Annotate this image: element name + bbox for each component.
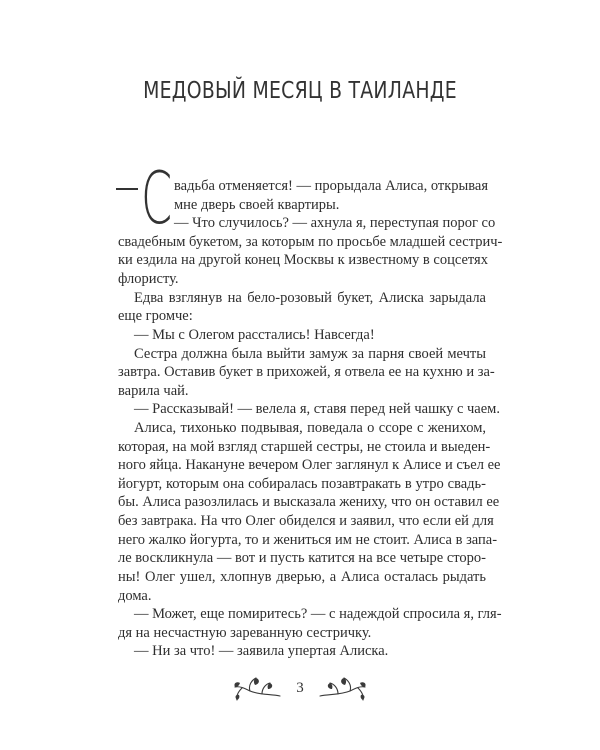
text-line: Алиса, тихонько подвывая, поведала о ссоре с женихом, [134,420,486,436]
text-line: — Что случилось? — ахнула я, переступая порог со [174,215,496,231]
chapter-title: МЕДОВЫЙ МЕСЯЦ В ТАИЛАНДЕ [143,78,457,104]
text-line: Едва взглянув на бело-розовый букет, Алиска зарыдала [134,290,486,306]
text-line: — Мы с Олегом расстались! Навсегда! [134,327,375,343]
text-line: свадебным букетом, за которым по просьбе младшей сестрич- [118,234,503,250]
dropcap-letter: С [141,156,173,240]
text-line: без завтрака. На что Олег обиделся и заявил, что если ей для [118,513,494,529]
text-line: мне дверь своей квартиры. [174,197,340,213]
text-line: — Рассказывай! — велела я, ставя перед ней чашку с чаем. [134,401,500,417]
text-line: ле воскликнула — вот и пусть катится на все четыре сторо- [118,550,486,566]
page-footer [0,676,600,706]
text-line: ки ездила на другой конец Москвы к известному в соцсетях [118,252,488,268]
text-line: ны! Олег ушел, хлопнув дверью, а Алиса осталась рыдать [118,569,486,585]
text-line: него жалко йогурта, то и жениться им не стоит. Алиса в запа- [118,532,498,548]
text-line: ного яйца. Накануне вечером Олег заглянул к Алисе и съел ее [118,457,501,473]
text-line: — Может, еще помиритесь? — с надеждой спросила я, гля- [134,606,502,622]
text-line: вадьба отменяется! — прорыдала Алиса, открывая [174,178,489,194]
text-line: флористу. [118,271,179,287]
text-line: дома. [118,588,152,604]
text-line: еще громче: [118,308,193,324]
text-line: — Ни за что! — заявила упертая Алиска. [134,643,389,659]
text-line: йогурт, которым она собиралась позавтракать в утро свадь- [118,476,486,492]
text-line: бы. Алиса разозлилась и высказала жениху, что он оставил ее [118,494,500,510]
text-line: варила чай. [118,383,189,399]
text-line: дя на несчастную зареванную сестричку. [118,625,372,641]
text-line: завтра. Оставив букет в прихожей, я отвела ее на кухню и за- [118,364,495,380]
text-line: которая, на мой взгляд старшей сестры, не стоила и выеден- [118,439,491,455]
floral-right-icon [318,676,368,704]
page-number: 3 [296,680,304,696]
dropcap-dash [116,188,138,190]
text-line: Сестра должна была выйти замуж за парня своей мечты [134,346,486,362]
